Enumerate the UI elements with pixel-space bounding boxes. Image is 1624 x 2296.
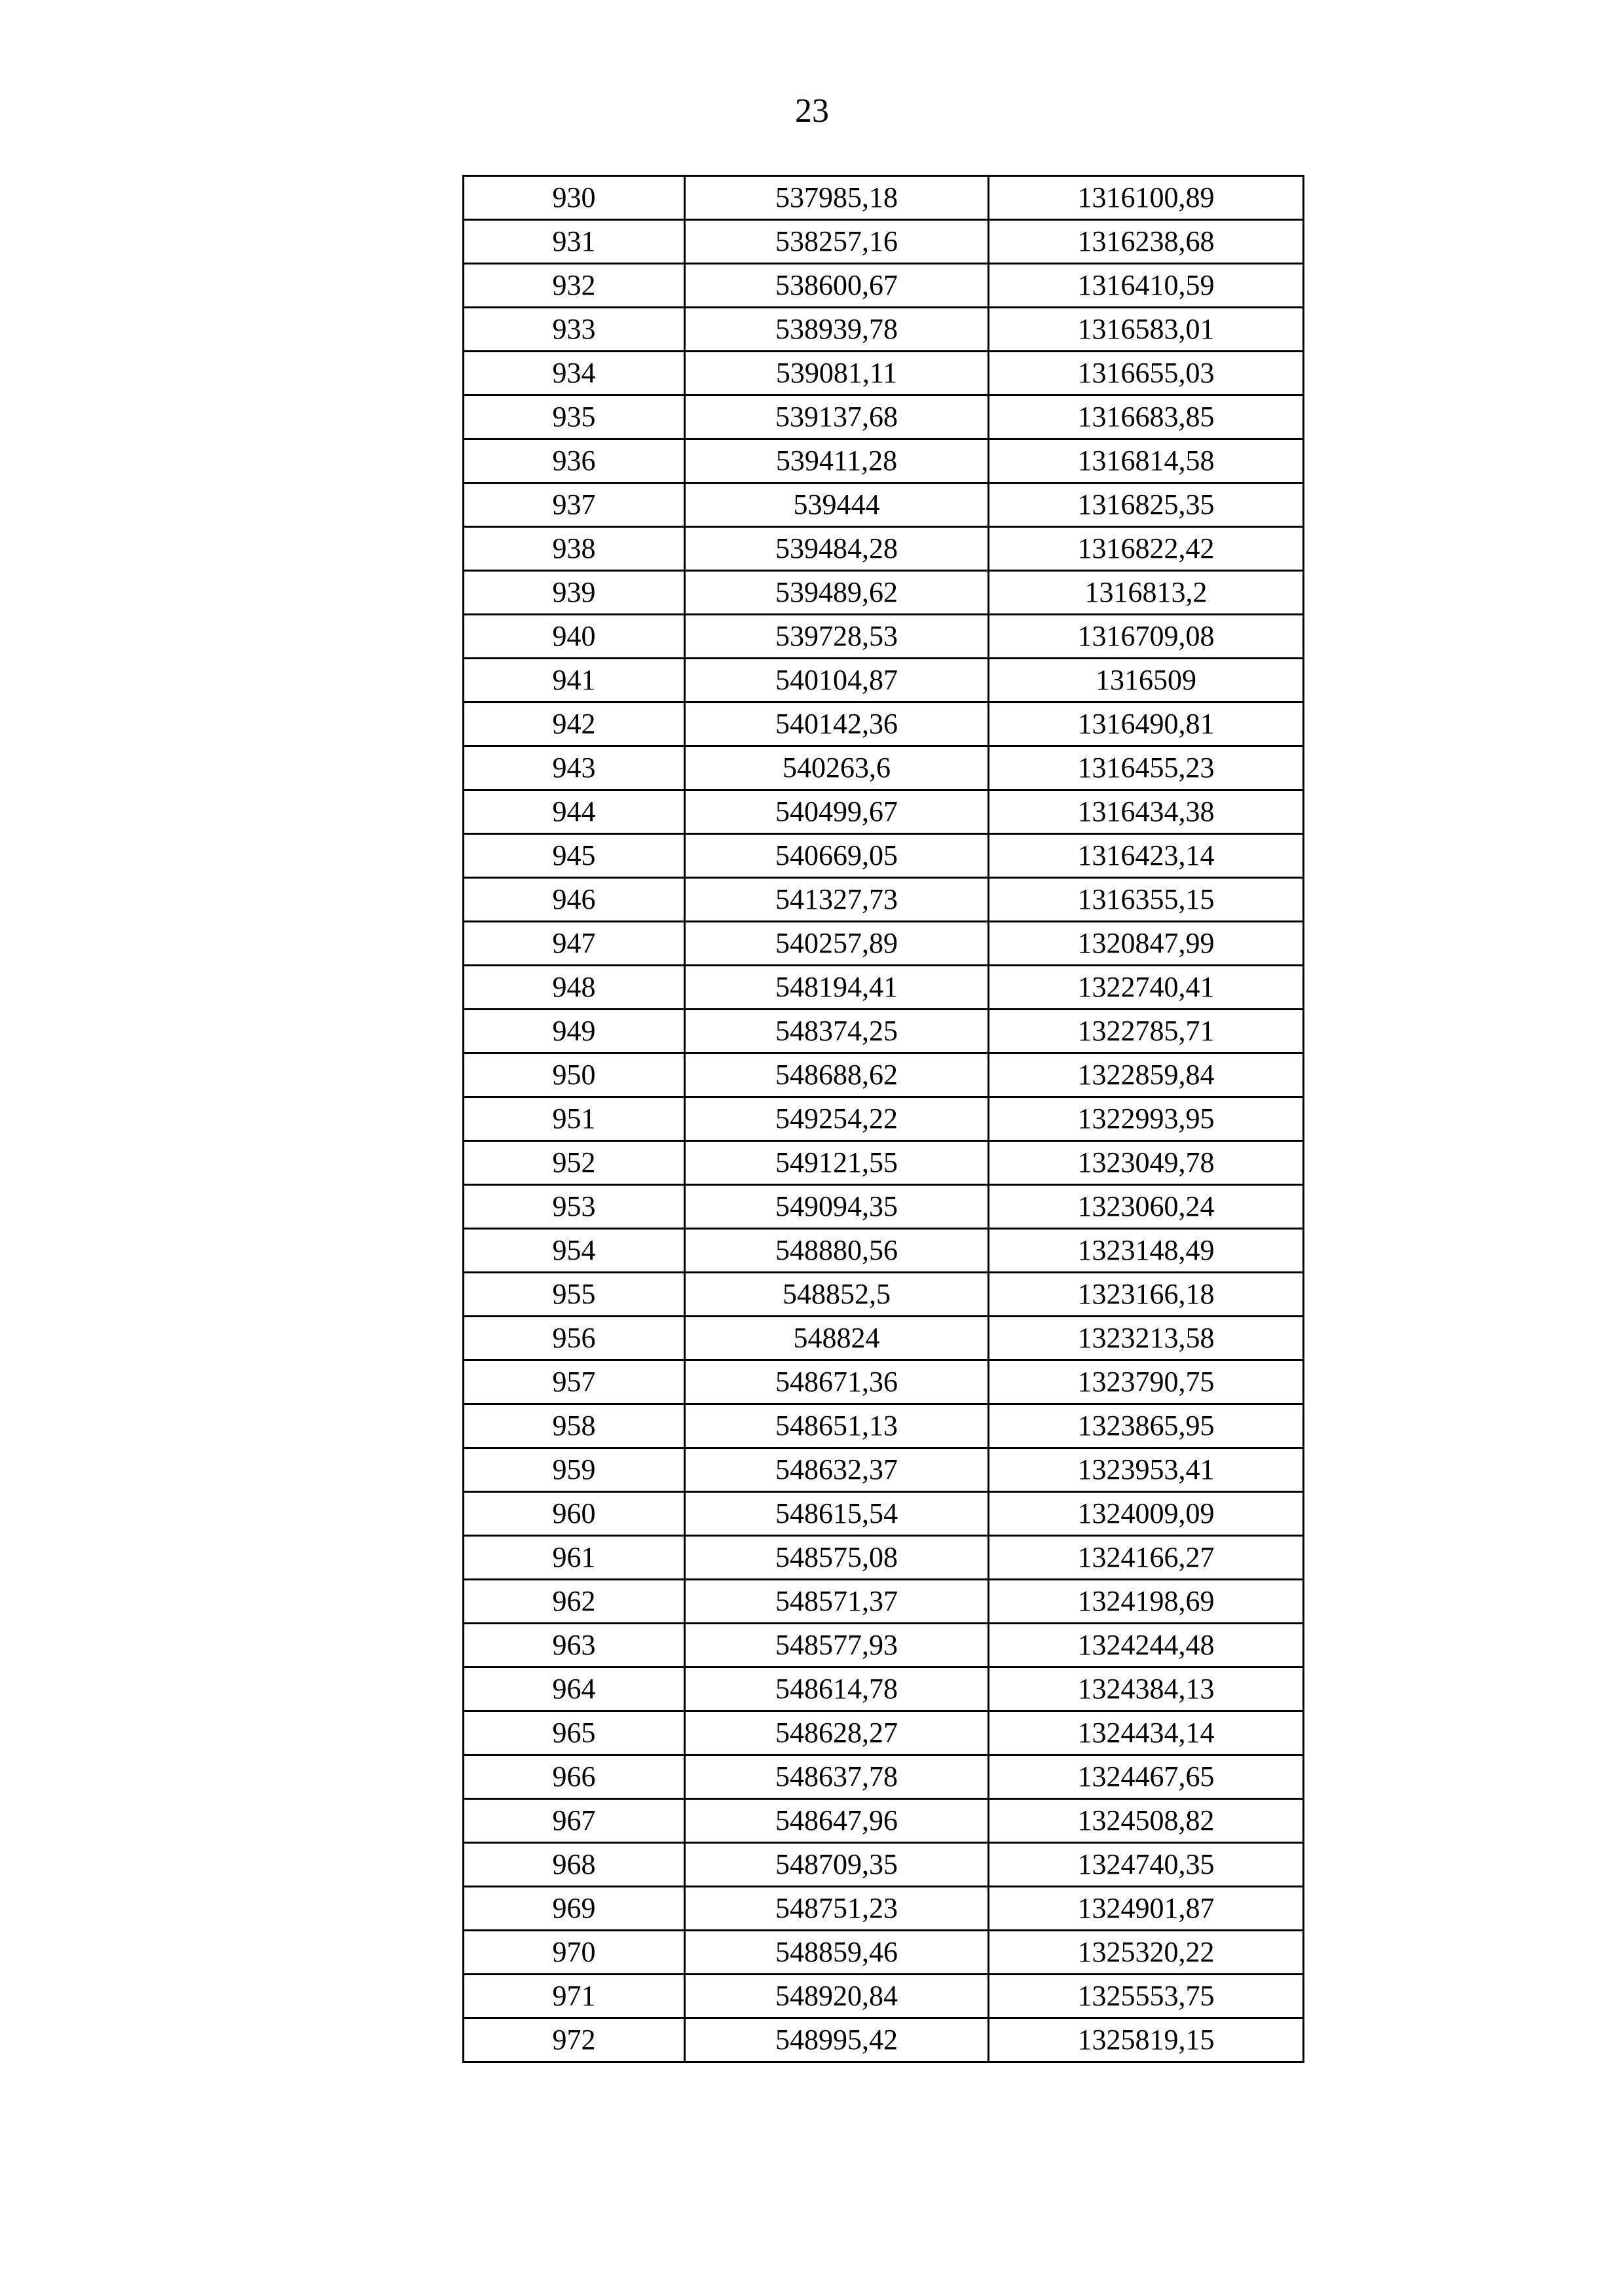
x-coordinate-cell: 548615,54 <box>685 1492 989 1536</box>
y-coordinate-cell: 1323953,41 <box>989 1448 1304 1492</box>
x-coordinate-cell: 548637,78 <box>685 1755 989 1799</box>
y-coordinate-cell: 1316683,85 <box>989 395 1304 439</box>
y-coordinate-cell: 1324166,27 <box>989 1536 1304 1580</box>
table-row <box>464 878 1304 922</box>
point-number-cell: 959 <box>464 1448 685 1492</box>
point-number-cell: 933 <box>464 308 685 352</box>
point-number-cell: 967 <box>464 1799 685 1843</box>
x-coordinate-cell: 541327,73 <box>685 878 989 922</box>
x-coordinate-cell: 539728,53 <box>685 615 989 659</box>
table-row <box>464 790 1304 834</box>
table-row <box>464 1975 1304 2018</box>
x-coordinate-cell: 548647,96 <box>685 1799 989 1843</box>
x-coordinate-cell: 549254,22 <box>685 1097 989 1141</box>
x-coordinate-cell: 548995,42 <box>685 2018 989 2062</box>
y-coordinate-cell: 1320847,99 <box>989 922 1304 966</box>
table-row <box>464 1755 1304 1799</box>
point-number-cell: 937 <box>464 483 685 527</box>
point-number-cell: 957 <box>464 1360 685 1404</box>
table-row <box>464 1317 1304 1360</box>
y-coordinate-cell: 1324508,82 <box>989 1799 1304 1843</box>
point-number-cell: 966 <box>464 1755 685 1799</box>
x-coordinate-cell: 539489,62 <box>685 571 989 615</box>
y-coordinate-cell: 1316813,2 <box>989 571 1304 615</box>
point-number-cell: 950 <box>464 1053 685 1097</box>
point-number-cell: 946 <box>464 878 685 922</box>
x-coordinate-cell: 548632,37 <box>685 1448 989 1492</box>
point-number-cell: 943 <box>464 746 685 790</box>
point-number-cell: 965 <box>464 1711 685 1755</box>
point-number-cell: 951 <box>464 1097 685 1141</box>
y-coordinate-cell: 1316814,58 <box>989 439 1304 483</box>
table-row <box>464 1010 1304 1053</box>
point-number-cell: 954 <box>464 1229 685 1273</box>
y-coordinate-cell: 1322859,84 <box>989 1053 1304 1097</box>
y-coordinate-cell: 1324740,35 <box>989 1843 1304 1887</box>
point-number-cell: 964 <box>464 1667 685 1711</box>
x-coordinate-cell: 538257,16 <box>685 220 989 264</box>
table-row <box>464 1097 1304 1141</box>
x-coordinate-cell: 548628,27 <box>685 1711 989 1755</box>
table-row <box>464 1448 1304 1492</box>
y-coordinate-cell: 1316509 <box>989 659 1304 702</box>
table-row <box>464 1799 1304 1843</box>
table-row <box>464 1843 1304 1887</box>
x-coordinate-cell: 549121,55 <box>685 1141 989 1185</box>
y-coordinate-cell: 1324901,87 <box>989 1887 1304 1931</box>
x-coordinate-cell: 548824 <box>685 1317 989 1360</box>
y-coordinate-cell: 1325553,75 <box>989 1975 1304 2018</box>
x-coordinate-cell: 548614,78 <box>685 1667 989 1711</box>
table-row <box>464 1580 1304 1624</box>
point-number-cell: 960 <box>464 1492 685 1536</box>
y-coordinate-cell: 1323060,24 <box>989 1185 1304 1229</box>
table-row <box>464 308 1304 352</box>
y-coordinate-cell: 1323865,95 <box>989 1404 1304 1448</box>
point-number-cell: 952 <box>464 1141 685 1185</box>
y-coordinate-cell: 1316822,42 <box>989 527 1304 571</box>
x-coordinate-cell: 548374,25 <box>685 1010 989 1053</box>
point-number-cell: 932 <box>464 264 685 308</box>
point-number-cell: 956 <box>464 1317 685 1360</box>
table-row <box>464 2018 1304 2062</box>
y-coordinate-cell: 1324384,13 <box>989 1667 1304 1711</box>
table-row <box>464 922 1304 966</box>
x-coordinate-cell: 537985,18 <box>685 176 989 220</box>
point-number-cell: 962 <box>464 1580 685 1624</box>
table-row <box>464 439 1304 483</box>
point-number-cell: 970 <box>464 1931 685 1975</box>
x-coordinate-cell: 540263,6 <box>685 746 989 790</box>
point-number-cell: 971 <box>464 1975 685 2018</box>
y-coordinate-cell: 1316825,35 <box>989 483 1304 527</box>
y-coordinate-cell: 1316100,89 <box>989 176 1304 220</box>
y-coordinate-cell: 1324467,65 <box>989 1755 1304 1799</box>
y-coordinate-cell: 1316583,01 <box>989 308 1304 352</box>
y-coordinate-cell: 1316410,59 <box>989 264 1304 308</box>
x-coordinate-cell: 539484,28 <box>685 527 989 571</box>
y-coordinate-cell: 1323166,18 <box>989 1273 1304 1317</box>
y-coordinate-cell: 1324009,09 <box>989 1492 1304 1536</box>
point-number-cell: 936 <box>464 439 685 483</box>
x-coordinate-cell: 539137,68 <box>685 395 989 439</box>
y-coordinate-cell: 1323790,75 <box>989 1360 1304 1404</box>
table-row <box>464 1141 1304 1185</box>
point-number-cell: 972 <box>464 2018 685 2062</box>
x-coordinate-cell: 548880,56 <box>685 1229 989 1273</box>
table-row <box>464 571 1304 615</box>
point-number-cell: 935 <box>464 395 685 439</box>
table-row <box>464 483 1304 527</box>
x-coordinate-cell: 548671,36 <box>685 1360 989 1404</box>
table-row <box>464 1492 1304 1536</box>
table-row <box>464 1624 1304 1667</box>
table-row <box>464 527 1304 571</box>
y-coordinate-cell: 1316423,14 <box>989 834 1304 878</box>
point-number-cell: 969 <box>464 1887 685 1931</box>
y-coordinate-cell: 1323049,78 <box>989 1141 1304 1185</box>
point-number-cell: 931 <box>464 220 685 264</box>
table-row <box>464 1887 1304 1931</box>
point-number-cell: 944 <box>464 790 685 834</box>
point-number-cell: 949 <box>464 1010 685 1053</box>
x-coordinate-cell: 548194,41 <box>685 966 989 1010</box>
point-number-cell: 938 <box>464 527 685 571</box>
y-coordinate-cell: 1325320,22 <box>989 1931 1304 1975</box>
y-coordinate-cell: 1322785,71 <box>989 1010 1304 1053</box>
table-row <box>464 615 1304 659</box>
y-coordinate-cell: 1316655,03 <box>989 352 1304 395</box>
table-row <box>464 966 1304 1010</box>
table-row <box>464 176 1304 220</box>
x-coordinate-cell: 548577,93 <box>685 1624 989 1667</box>
table-row <box>464 702 1304 746</box>
table-row <box>464 1667 1304 1711</box>
y-coordinate-cell: 1324244,48 <box>989 1624 1304 1667</box>
x-coordinate-cell: 548751,23 <box>685 1887 989 1931</box>
x-coordinate-cell: 548920,84 <box>685 1975 989 2018</box>
table-row <box>464 1053 1304 1097</box>
x-coordinate-cell: 540669,05 <box>685 834 989 878</box>
y-coordinate-cell: 1316709,08 <box>989 615 1304 659</box>
table-row <box>464 1536 1304 1580</box>
y-coordinate-cell: 1324198,69 <box>989 1580 1304 1624</box>
table-row <box>464 352 1304 395</box>
x-coordinate-cell: 539411,28 <box>685 439 989 483</box>
x-coordinate-cell: 548688,62 <box>685 1053 989 1097</box>
y-coordinate-cell: 1316434,38 <box>989 790 1304 834</box>
x-coordinate-cell: 539081,11 <box>685 352 989 395</box>
point-number-cell: 941 <box>464 659 685 702</box>
x-coordinate-cell: 539444 <box>685 483 989 527</box>
y-coordinate-cell: 1325819,15 <box>989 2018 1304 2062</box>
point-number-cell: 958 <box>464 1404 685 1448</box>
y-coordinate-cell: 1316238,68 <box>989 220 1304 264</box>
x-coordinate-cell: 540142,36 <box>685 702 989 746</box>
table-row <box>464 395 1304 439</box>
point-number-cell: 930 <box>464 176 685 220</box>
point-number-cell: 940 <box>464 615 685 659</box>
table-row <box>464 1711 1304 1755</box>
point-number-cell: 955 <box>464 1273 685 1317</box>
point-number-cell: 963 <box>464 1624 685 1667</box>
point-number-cell: 939 <box>464 571 685 615</box>
x-coordinate-cell: 538600,67 <box>685 264 989 308</box>
table-row <box>464 1229 1304 1273</box>
table-row <box>464 1931 1304 1975</box>
y-coordinate-cell: 1316455,23 <box>989 746 1304 790</box>
table-row <box>464 1404 1304 1448</box>
point-number-cell: 947 <box>464 922 685 966</box>
x-coordinate-cell: 540257,89 <box>685 922 989 966</box>
x-coordinate-cell: 540499,67 <box>685 790 989 834</box>
y-coordinate-cell: 1322993,95 <box>989 1097 1304 1141</box>
x-coordinate-cell: 548859,46 <box>685 1931 989 1975</box>
x-coordinate-cell: 548852,5 <box>685 1273 989 1317</box>
point-number-cell: 945 <box>464 834 685 878</box>
table-row <box>464 746 1304 790</box>
point-number-cell: 948 <box>464 966 685 1010</box>
x-coordinate-cell: 548709,35 <box>685 1843 989 1887</box>
table-row <box>464 659 1304 702</box>
page-number: 23 <box>795 92 829 130</box>
x-coordinate-cell: 540104,87 <box>685 659 989 702</box>
point-number-cell: 942 <box>464 702 685 746</box>
table-row <box>464 1360 1304 1404</box>
y-coordinate-cell: 1316355,15 <box>989 878 1304 922</box>
table-row <box>464 1185 1304 1229</box>
table-row <box>464 220 1304 264</box>
y-coordinate-cell: 1323148,49 <box>989 1229 1304 1273</box>
y-coordinate-cell: 1322740,41 <box>989 966 1304 1010</box>
point-number-cell: 968 <box>464 1843 685 1887</box>
y-coordinate-cell: 1324434,14 <box>989 1711 1304 1755</box>
point-number-cell: 953 <box>464 1185 685 1229</box>
x-coordinate-cell: 549094,35 <box>685 1185 989 1229</box>
y-coordinate-cell: 1323213,58 <box>989 1317 1304 1360</box>
x-coordinate-cell: 548571,37 <box>685 1580 989 1624</box>
table-row <box>464 264 1304 308</box>
x-coordinate-cell: 548651,13 <box>685 1404 989 1448</box>
table-row <box>464 834 1304 878</box>
coordinates-table <box>462 175 1304 2063</box>
table-row <box>464 1273 1304 1317</box>
x-coordinate-cell: 538939,78 <box>685 308 989 352</box>
x-coordinate-cell: 548575,08 <box>685 1536 989 1580</box>
y-coordinate-cell: 1316490,81 <box>989 702 1304 746</box>
coordinates-table-body <box>464 176 1304 2062</box>
point-number-cell: 961 <box>464 1536 685 1580</box>
point-number-cell: 934 <box>464 352 685 395</box>
